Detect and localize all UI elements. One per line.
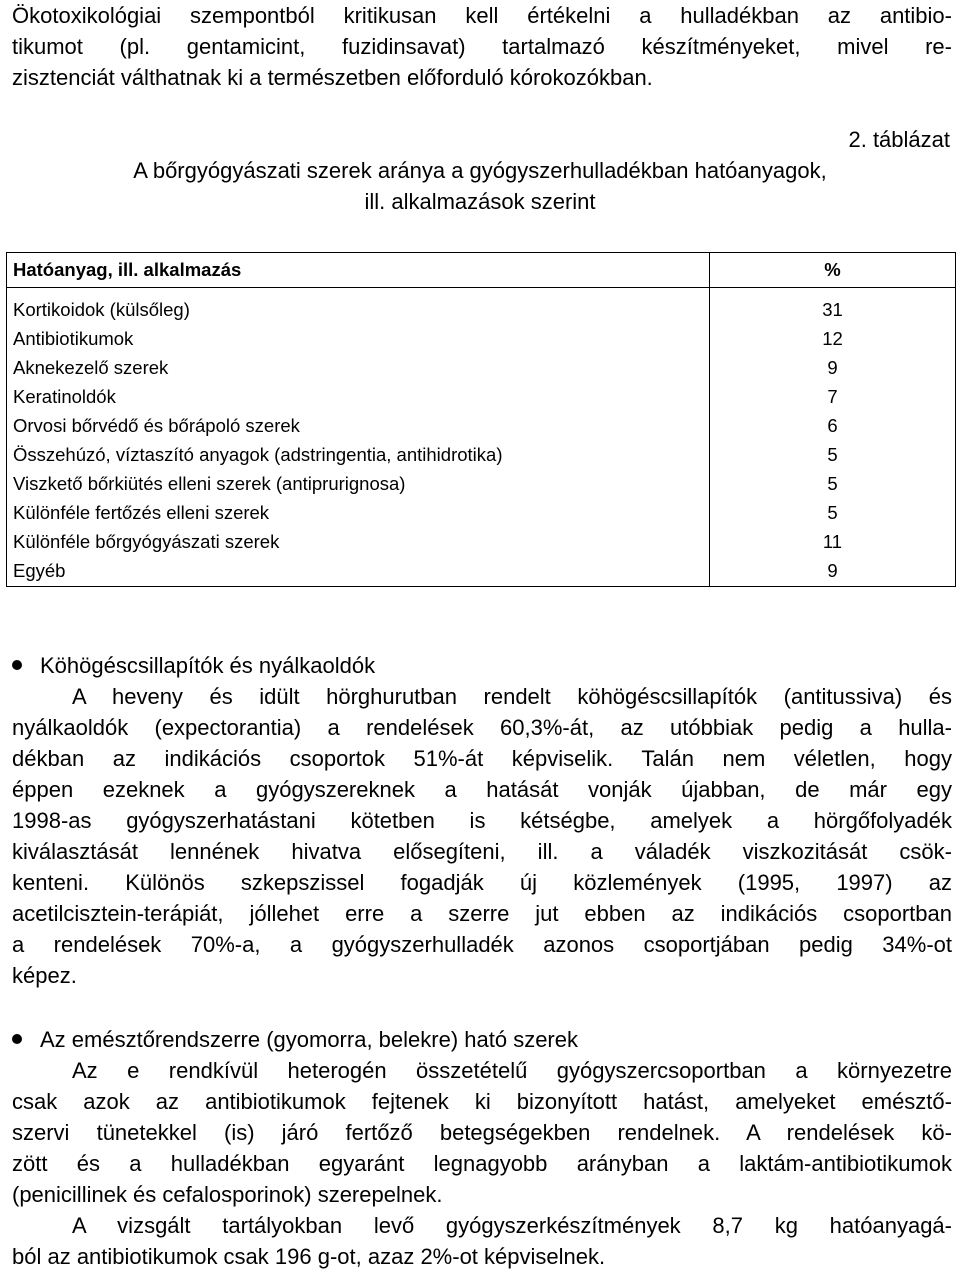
row-name: Különféle bőrgyógyászati szerek	[13, 531, 280, 552]
header-percent: %	[824, 259, 841, 280]
section2-line: (penicillinek és cefalosporinok) szerepelnek.	[12, 1182, 443, 1207]
row-name: Viszkető bőrkiütés elleni szerek (antiprurignosa)	[13, 473, 406, 494]
section1-line: a rendelések 70%-a, a gyógyszerhulladék azonos csoportjában pedig 34%-ot	[12, 932, 952, 957]
table-row	[7, 324, 955, 353]
section2-line: A vizsgált tartályokban levő gyógyszerkészítmények 8,7 kg hatóanyagá-	[72, 1213, 952, 1238]
row-name: Összehúzó, víztaszító anyagok (adstringentia, antihidrotika)	[13, 444, 503, 465]
table-row	[7, 556, 955, 585]
section2-heading: Az emésztőrendszerre (gyomorra, belekre) ható szerek	[40, 1027, 578, 1052]
row-value: 9	[827, 560, 838, 581]
table-title-line2: ill. alkalmazások szerint	[364, 189, 596, 214]
table-row	[7, 353, 955, 382]
table-number: 2. táblázat	[848, 127, 950, 152]
section1-line: kenteni. Különös szkepszissel fogadják új közlemények (1995, 1997) az	[12, 870, 952, 895]
section2-heading-row	[12, 1024, 578, 1055]
section1-heading: Köhögéscsillapítók és nyálkaoldók	[40, 653, 376, 678]
table-body	[7, 295, 955, 585]
row-value: 11	[822, 531, 843, 552]
table-row	[7, 295, 955, 324]
intro-line: Ökotoxikológiai szempontból kritikusan kell értékelni a hulladékban az antibio-	[12, 3, 952, 28]
table-title-line1: A bőrgyógyászati szerek aránya a gyógyszerhulladékban hatóanyagok,	[133, 158, 827, 183]
section2-line: csak azok az antibiotikumok fejtenek ki bizonyított hatást, amelyeket emésztő-	[12, 1089, 952, 1114]
section1-line: éppen ezeknek a gyógyszereknek a hatását vonják újabban, de már egy	[12, 777, 952, 802]
section1-line: nyálkaoldók (expectorantia) a rendelések 60,3%-át, az utóbbiak pedig a hulla-	[12, 715, 952, 740]
section1-line: képez.	[12, 963, 77, 988]
section1-line: dékban az indikációs csoportok 51%-át képviselik. Talán nem véletlen, hogy	[12, 746, 952, 771]
row-value: 9	[827, 357, 838, 378]
table-row	[7, 469, 955, 498]
data-table	[6, 252, 956, 587]
section1-paragraph	[12, 681, 952, 991]
section1-heading-row	[12, 650, 375, 681]
section2-line: zött és a hulladékban egyaránt legnagyobb arányban a laktám-antibiotikumok	[12, 1151, 952, 1176]
section1-line: kiválasztását lennének hivatva elősegíteni, ill. a váladék viszkozitását csök-	[12, 839, 952, 864]
header-substance: Hatóanyag, ill. alkalmazás	[13, 259, 242, 280]
row-name: Különféle fertőzés elleni szerek	[13, 502, 270, 523]
table-row	[7, 411, 955, 440]
table-row	[7, 527, 955, 556]
section2-paragraph	[12, 1055, 952, 1272]
section1-line: 1998-as gyógyszerhatástani kötetben is kétségbe, amelyek a hörgőfolyadék	[12, 808, 952, 833]
row-value: 7	[827, 386, 838, 407]
row-name: Egyéb	[13, 560, 66, 581]
table-header	[7, 253, 955, 288]
section2-line: ból az antibiotikumok csak 196 g-ot, azaz 2%-ot képviselnek.	[12, 1244, 606, 1269]
intro-line: tikumot (pl. gentamicint, fuzidinsavat) tartalmazó készítményeket, mivel re-	[12, 34, 952, 59]
row-value: 5	[827, 444, 838, 465]
table-caption	[0, 124, 960, 217]
row-value: 5	[827, 502, 838, 523]
table-row	[7, 440, 955, 469]
intro-paragraph	[12, 0, 952, 93]
row-name: Keratinoldók	[13, 386, 116, 407]
intro-line: zisztenciát válthatnak ki a természetben előforduló kórokozókban.	[12, 65, 653, 90]
table-row	[7, 498, 955, 527]
row-name: Kortikoidok (külsőleg)	[13, 299, 190, 320]
row-name: Orvosi bőrvédő és bőrápoló szerek	[13, 415, 300, 436]
row-value: 12	[822, 328, 843, 349]
section1-line: A heveny és idült hörghurutban rendelt köhögéscsillapítók (antitussiva) és	[72, 684, 952, 709]
bullet-icon	[12, 1034, 22, 1044]
table-row	[7, 382, 955, 411]
row-name: Antibiotikumok	[13, 328, 134, 349]
section2-line: szervi tünetekkel (is) járó fertőző betegségekben rendelnek. A rendelések kö-	[12, 1120, 952, 1145]
row-value: 6	[827, 415, 838, 436]
row-value: 5	[827, 473, 838, 494]
bullet-icon	[12, 660, 22, 670]
section1-line: acetilcisztein-terápiát, jóllehet erre a szerre jut ebben az indikációs csoportban	[12, 901, 952, 926]
row-name: Aknekezelő szerek	[13, 357, 169, 378]
section2-line: Az e rendkívül heterogén összetételű gyógyszercsoportban a környezetre	[72, 1058, 952, 1083]
row-value: 31	[822, 299, 843, 320]
